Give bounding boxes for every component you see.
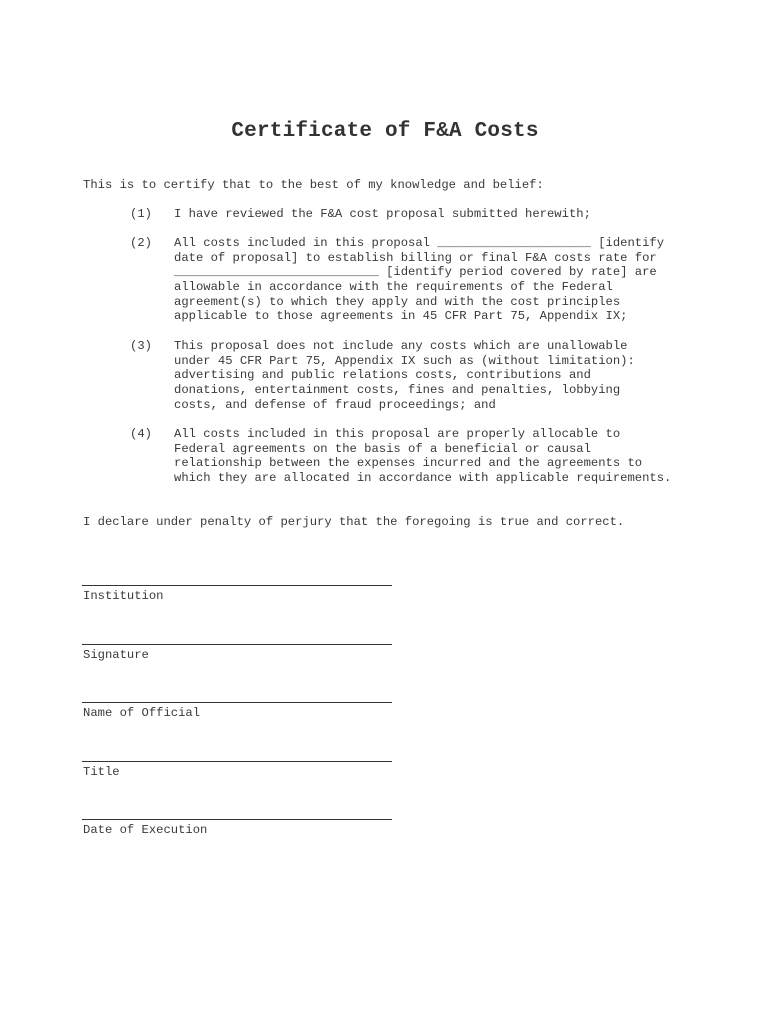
item-line: This proposal does not include any costs which are unallowable bbox=[174, 339, 628, 353]
institution-field[interactable] bbox=[82, 585, 392, 603]
item-number: (1) bbox=[130, 207, 152, 221]
item-line: applicable to those agreements in 45 CFR Part 75, Appendix IX; bbox=[174, 309, 628, 324]
item-line: All costs included in this proposal are properly allocable to bbox=[174, 427, 621, 441]
item-line: relationship between the expenses incurred and the agreements to bbox=[174, 456, 643, 471]
signature-line bbox=[82, 819, 392, 820]
item-line: donations, entertainment costs, fines and penalties, lobbying bbox=[174, 383, 621, 398]
item-line: Federal agreements on the basis of a beneficial or causal bbox=[174, 441, 591, 456]
item-line: advertising and public relations costs, contributions and bbox=[174, 368, 591, 383]
item-line: All costs included in this proposal _____________________ [identify bbox=[174, 236, 665, 250]
title-field[interactable] bbox=[82, 761, 392, 779]
signature-line bbox=[82, 761, 392, 762]
signature-line bbox=[82, 585, 392, 586]
item-line: allowable in accordance with the requirements of the Federal bbox=[174, 280, 613, 295]
item-number: (4) bbox=[130, 427, 152, 441]
item-line: agreement(s) to which they apply and with the cost principles bbox=[174, 294, 621, 309]
page-title: Certificate of F&A Costs bbox=[231, 120, 539, 143]
signature-line bbox=[82, 644, 392, 645]
signature-field[interactable] bbox=[82, 644, 392, 662]
item-line: I have reviewed the F&A cost proposal submitted herewith; bbox=[174, 207, 591, 221]
signature-line bbox=[82, 702, 392, 703]
item-line: under 45 CFR Part 75, Appendix IX such as (without limitation): bbox=[174, 353, 635, 368]
item-number: (2) bbox=[130, 236, 152, 250]
name-of-official-field[interactable] bbox=[82, 702, 392, 720]
item-line: ____________________________ [identify period covered by rate] are bbox=[174, 265, 657, 280]
item-text bbox=[174, 427, 671, 486]
item-line: date of proposal] to establish billing or final F&A costs rate for bbox=[174, 250, 657, 265]
field-label: Date of Execution bbox=[83, 823, 208, 837]
field-label: Institution bbox=[83, 589, 164, 603]
field-label: Name of Official bbox=[83, 706, 201, 720]
item-text bbox=[174, 236, 664, 324]
item-number: (3) bbox=[130, 339, 152, 353]
date-of-execution-field[interactable] bbox=[82, 819, 392, 837]
field-label: Signature bbox=[83, 648, 149, 662]
perjury-declaration: I declare under penalty of perjury that the foregoing is true and correct. bbox=[83, 515, 625, 529]
item-text bbox=[174, 339, 635, 412]
field-label: Title bbox=[83, 765, 120, 779]
item-line: which they are allocated in accordance with applicable requirements. bbox=[174, 471, 672, 486]
item-line: costs, and defense of fraud proceedings; and bbox=[174, 397, 496, 412]
intro-statement: This is to certify that to the best of my knowledge and belief: bbox=[83, 178, 544, 192]
item-text bbox=[174, 207, 591, 222]
